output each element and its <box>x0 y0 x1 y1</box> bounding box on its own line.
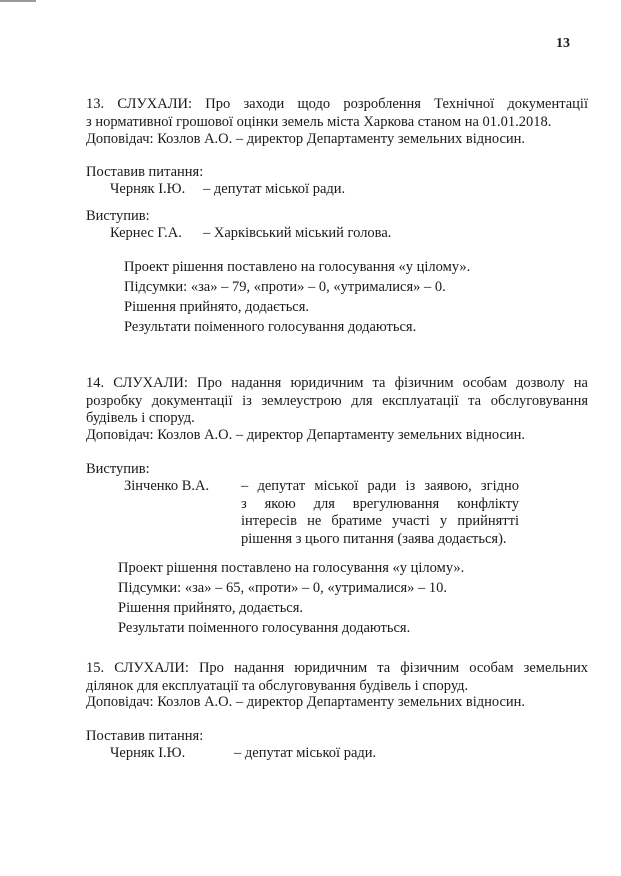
vote-line: Результати поіменного голосування додаються. <box>124 319 417 335</box>
item-13-question-name: Черняк І.Ю. <box>110 181 186 197</box>
heading-line: будівель і споруд. <box>86 410 195 426</box>
heading-line: 13. СЛУХАЛИ: Про заходи щодо розроблення Технічної документації <box>86 96 588 112</box>
vote-line: Проект рішення поставлено на голосування «у цілому». <box>124 259 471 275</box>
item-15-question-name: Черняк І.Ю. <box>110 745 186 761</box>
vote-line: Результати поіменного голосування додаються. <box>118 620 411 636</box>
item-14-vote-result <box>118 558 464 638</box>
heading-line: ділянок для експлуатації та обслуговування будівель і споруд. <box>86 677 469 694</box>
speech-line: – депутат міської ради із заявою, згідно <box>241 478 519 494</box>
item-13-heading <box>86 96 588 131</box>
item-13-speech-label: Виступив: <box>86 208 150 224</box>
item-15-reporter: Доповідач: Козлов А.О. – директор Департаменту земельних відносин. <box>86 694 526 710</box>
item-13-reporter: Доповідач: Козлов А.О. – директор Департаменту земельних відносин. <box>86 131 526 147</box>
speech-line: рішення з цього питання (заява додається). <box>241 530 507 547</box>
heading-line: 15. СЛУХАЛИ: Про надання юридичним та фізичним особам земельних <box>86 660 588 676</box>
vote-line: Рішення прийнято, додається. <box>124 299 310 315</box>
heading-line: розробку документації із землеустрою для експлуатації та обслуговування <box>86 392 588 409</box>
speech-line: з якою для врегулювання конфлікту <box>241 495 519 512</box>
item-14-speech-name: Зінченко В.А. <box>124 478 210 494</box>
vote-line: Рішення прийнято, додається. <box>118 600 304 616</box>
heading-line: 14. СЛУХАЛИ: Про надання юридичним та фізичним особам дозволу на <box>86 375 588 391</box>
speech-line: інтересів не братиме участі у прийнятті <box>241 513 519 529</box>
item-14-speech-label: Виступив: <box>86 461 150 477</box>
item-15-question-role: – депутат міської ради. <box>234 745 377 761</box>
item-13-speech-role: – Харківський міський голова. <box>203 225 392 241</box>
item-15-question-label: Поставив питання: <box>86 728 204 744</box>
item-13-question-role: – депутат міської ради. <box>203 181 346 197</box>
scan-edge-mark <box>0 0 36 2</box>
item-13-question-label: Поставив питання: <box>86 164 204 180</box>
item-14-speech-text <box>241 478 519 548</box>
vote-line: Проект рішення поставлено на голосування «у цілому». <box>118 560 465 576</box>
item-13-speech-name: Кернес Г.А. <box>110 225 182 241</box>
heading-line: з нормативної грошової оцінки земель міста Харкова станом на 01.01.2018. <box>86 113 552 130</box>
page-number: 13 <box>556 36 570 51</box>
vote-line: Підсумки: «за» – 65, «проти» – 0, «утрималися» – 10. <box>118 580 448 596</box>
item-14-reporter: Доповідач: Козлов А.О. – директор Департаменту земельних відносин. <box>86 427 526 443</box>
item-14-heading <box>86 375 588 428</box>
item-15-heading <box>86 660 588 695</box>
vote-line: Підсумки: «за» – 79, «проти» – 0, «утрималися» – 0. <box>124 279 446 295</box>
item-13-vote-result <box>124 257 470 337</box>
